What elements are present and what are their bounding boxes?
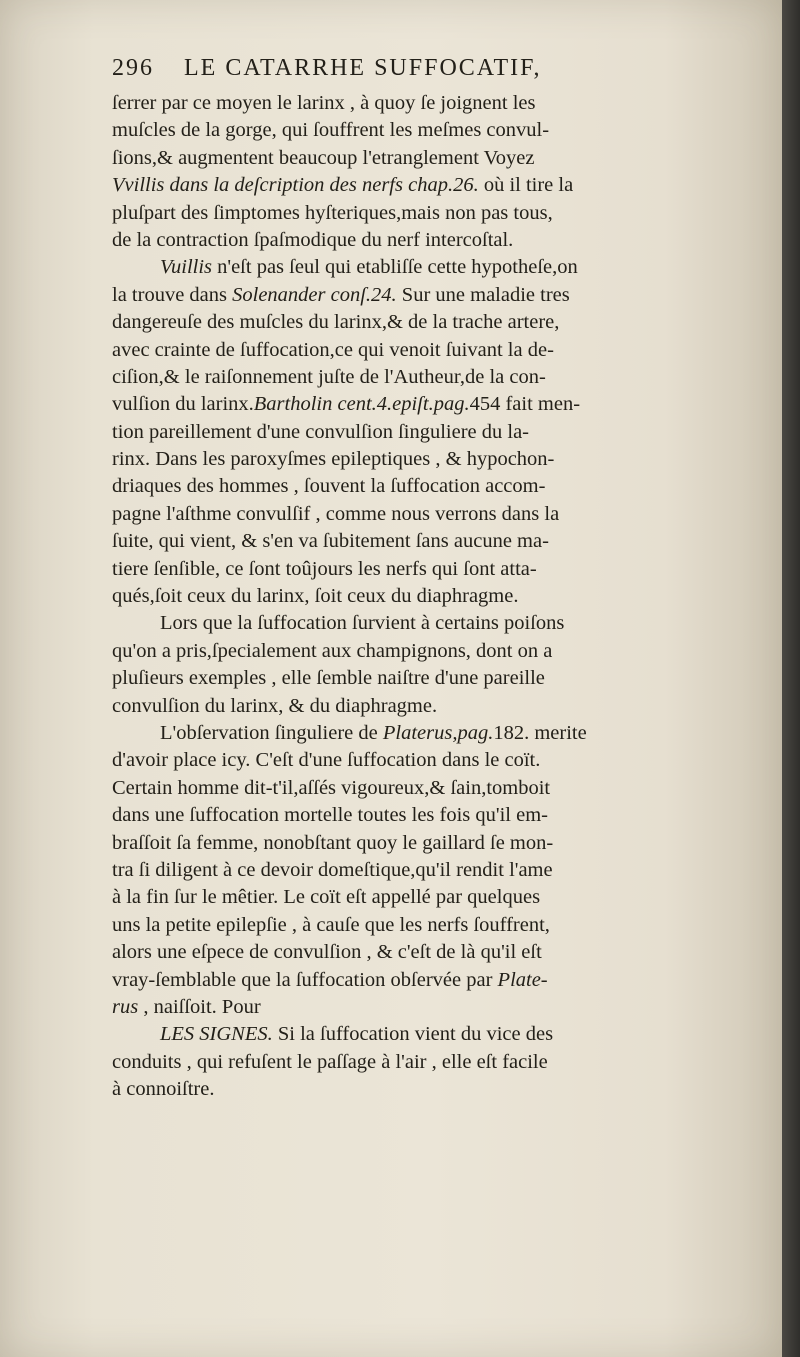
text-line-content xyxy=(112,446,762,473)
text-line xyxy=(112,145,762,172)
text-line xyxy=(112,90,762,117)
text-line-content xyxy=(112,391,762,418)
text-line-content xyxy=(160,254,762,281)
text-line xyxy=(112,638,762,665)
text-line xyxy=(112,747,762,774)
text-line-content xyxy=(112,90,762,117)
text-line-content xyxy=(112,638,762,665)
text-line-content xyxy=(112,1049,762,1076)
text-line-content xyxy=(112,693,762,720)
text-line xyxy=(112,419,762,446)
text-line xyxy=(112,802,762,829)
text-line xyxy=(112,473,762,500)
text-line xyxy=(112,884,762,911)
text-line xyxy=(112,309,762,336)
line-text: braſſoit ſa femme, nonobſtant quoy le gaillard ſe mon- xyxy=(112,831,554,854)
line-text: ſuite, qui vient, & s'en va ſubitement ſans aucune ma- xyxy=(112,530,549,553)
italic-reference: Platerus,pag. xyxy=(382,721,494,744)
text-line-content xyxy=(160,610,762,637)
line-text: vulſion du larinx. xyxy=(112,393,254,416)
page-number: 296 xyxy=(112,55,154,81)
line-text: tra ſi diligent à ce devoir domeſtique,qu'il rendit l'ame xyxy=(112,858,553,881)
text-line-content xyxy=(112,282,762,309)
line-text: ſerrer par ce moyen le larinx , à quoy ſe joignent les xyxy=(112,92,536,114)
text-line xyxy=(112,1049,762,1076)
line-text: alors une eſpece de convulſion , & c'eſt de là qu'il eſt xyxy=(112,941,542,964)
text-line-content xyxy=(112,747,762,774)
text-line-content xyxy=(112,1076,762,1103)
line-text: tion pareillement d'une convulſion ſinguliere du la- xyxy=(112,420,529,443)
text-line xyxy=(112,556,762,583)
text-line-content xyxy=(112,830,762,857)
line-text: pluſpart des ſimptomes hyſteriques,mais non pas tous, xyxy=(112,201,553,224)
running-header xyxy=(112,48,762,88)
text-line xyxy=(112,254,762,281)
text-line xyxy=(112,391,762,418)
text-line xyxy=(112,610,762,637)
line-text: vray-ſemblable que la ſuffocation obſervée par xyxy=(112,968,498,991)
text-line xyxy=(112,364,762,391)
italic-reference: Bartholin cent.4.epiſt.pag. xyxy=(253,393,470,416)
text-line-content xyxy=(112,884,762,911)
text-line-content xyxy=(112,309,762,336)
text-line xyxy=(112,200,762,227)
line-text: convulſion du larinx, & du diaphragme. xyxy=(112,694,438,717)
text-line-content xyxy=(112,802,762,829)
line-text: rinx. Dans les paroxyſmes epileptiques , & hypochon- xyxy=(112,448,555,471)
text-line-content xyxy=(112,994,762,1021)
line-text: dans une ſuffocation mortelle toutes les fois qu'il em- xyxy=(112,804,548,827)
text-line-content xyxy=(112,775,762,802)
book-spine xyxy=(782,0,800,1357)
text-line xyxy=(112,282,762,309)
line-text: à connoiſtre. xyxy=(112,1078,215,1101)
text-line-content xyxy=(112,528,762,555)
line-text: qués,ſoit ceux du larinx, ſoit ceux du diaphragme. xyxy=(112,585,519,608)
text-line-content xyxy=(112,145,762,172)
text-line xyxy=(112,1021,762,1048)
line-text: uns la petite epilepſie , à cauſe que les nerfs ſouffrent, xyxy=(112,913,550,936)
line-text: où il tire la xyxy=(478,174,574,197)
text-line xyxy=(112,665,762,692)
line-text: 454 fait men- xyxy=(469,393,581,416)
italic-reference: LES SIGNES. xyxy=(160,1023,273,1046)
text-line xyxy=(112,583,762,610)
line-text: d'avoir place icy. C'eſt d'une ſuffocation dans le coït. xyxy=(112,749,541,772)
line-text: dangereuſe des muſcles du larinx,& de la trache artere, xyxy=(112,311,560,334)
text-line-content xyxy=(112,939,762,966)
text-line xyxy=(112,446,762,473)
italic-reference: Plate- xyxy=(497,968,548,991)
text-line xyxy=(112,939,762,966)
text-line-content xyxy=(112,117,762,144)
text-line xyxy=(112,227,762,254)
running-title: LE CATARRHE SUFFOCATIF, xyxy=(184,55,542,81)
italic-reference: Vuillis xyxy=(160,256,213,279)
text-line-content xyxy=(112,337,762,364)
line-text: , naiſſoit. Pour xyxy=(138,995,261,1018)
line-text: Si la ſuffocation vient du vice des xyxy=(272,1023,554,1046)
line-text: à la fin ſur le mêtier. Le coït eſt appellé par quelques xyxy=(112,886,541,909)
text-line xyxy=(112,775,762,802)
text-line-content xyxy=(112,473,762,500)
text-line-content xyxy=(112,419,762,446)
line-text: n'eſt pas ſeul qui etabliſſe cette hypotheſe,on xyxy=(212,256,578,279)
line-text: conduits , qui refuſent le paſſage à l'air , elle eſt facile xyxy=(112,1050,548,1073)
line-text: pagne l'aſthme convulſif , comme nous verrons dans la xyxy=(112,502,560,525)
text-line xyxy=(112,967,762,994)
text-line-content xyxy=(112,172,762,199)
line-text: de la contraction ſpaſmodique du nerf intercoſtal. xyxy=(112,228,514,251)
line-text: ſions,& augmentent beaucoup l'etranglement Voyez xyxy=(112,146,535,169)
line-text: tiere ſenſible, ce ſont toûjours les nerfs qui ſont atta- xyxy=(112,557,537,580)
line-text: 182. merite xyxy=(493,721,587,744)
text-line-content xyxy=(160,1021,762,1048)
line-text: driaques des hommes , ſouvent la ſuffocation accom- xyxy=(112,475,546,498)
text-block xyxy=(112,48,762,1103)
line-text: la trouve dans xyxy=(112,283,233,306)
text-line xyxy=(112,912,762,939)
text-line xyxy=(112,857,762,884)
text-line-content xyxy=(112,227,762,254)
italic-reference: rus xyxy=(112,995,139,1018)
italic-reference: Vvillis dans la deſcription des nerfs chap.26. xyxy=(112,174,479,197)
line-text: ciſion,& le raiſonnement juſte de l'Autheur,de la con- xyxy=(112,365,546,388)
text-line xyxy=(112,1076,762,1103)
text-line xyxy=(112,693,762,720)
line-text: qu'on a pris,ſpecialement aux champignons, dont on a xyxy=(112,639,553,662)
text-line-content xyxy=(112,857,762,884)
text-line-content xyxy=(112,665,762,692)
text-line xyxy=(112,117,762,144)
text-line xyxy=(112,528,762,555)
text-line-content xyxy=(112,556,762,583)
text-line xyxy=(112,501,762,528)
text-line-content xyxy=(112,364,762,391)
line-text: L'obſervation ſinguliere de xyxy=(160,721,383,744)
text-line-content xyxy=(112,501,762,528)
text-line-content xyxy=(112,912,762,939)
text-line-content xyxy=(112,200,762,227)
text-line xyxy=(112,172,762,199)
italic-reference: Solenander conſ.24. xyxy=(232,283,397,306)
line-text: Certain homme dit-t'il,aſſés vigoureux,& ſain,tomboit xyxy=(112,776,551,799)
text-line-content xyxy=(112,583,762,610)
text-line xyxy=(112,720,762,747)
text-line xyxy=(112,994,762,1021)
text-line xyxy=(112,337,762,364)
body-text xyxy=(112,90,762,1103)
line-text: Sur une maladie tres xyxy=(396,283,570,306)
line-text: pluſieurs exemples , elle ſemble naiſtre d'une pareille xyxy=(112,667,545,690)
text-line xyxy=(112,830,762,857)
line-text: muſcles de la gorge, qui ſouffrent les meſmes convul- xyxy=(112,119,550,142)
line-text: Lors que la ſuffocation ſurvient à certains poiſons xyxy=(160,612,565,635)
text-line-content xyxy=(112,967,762,994)
line-text: avec crainte de ſuffocation,ce qui venoit ſuivant la de- xyxy=(112,338,554,361)
text-line-content xyxy=(160,720,762,747)
